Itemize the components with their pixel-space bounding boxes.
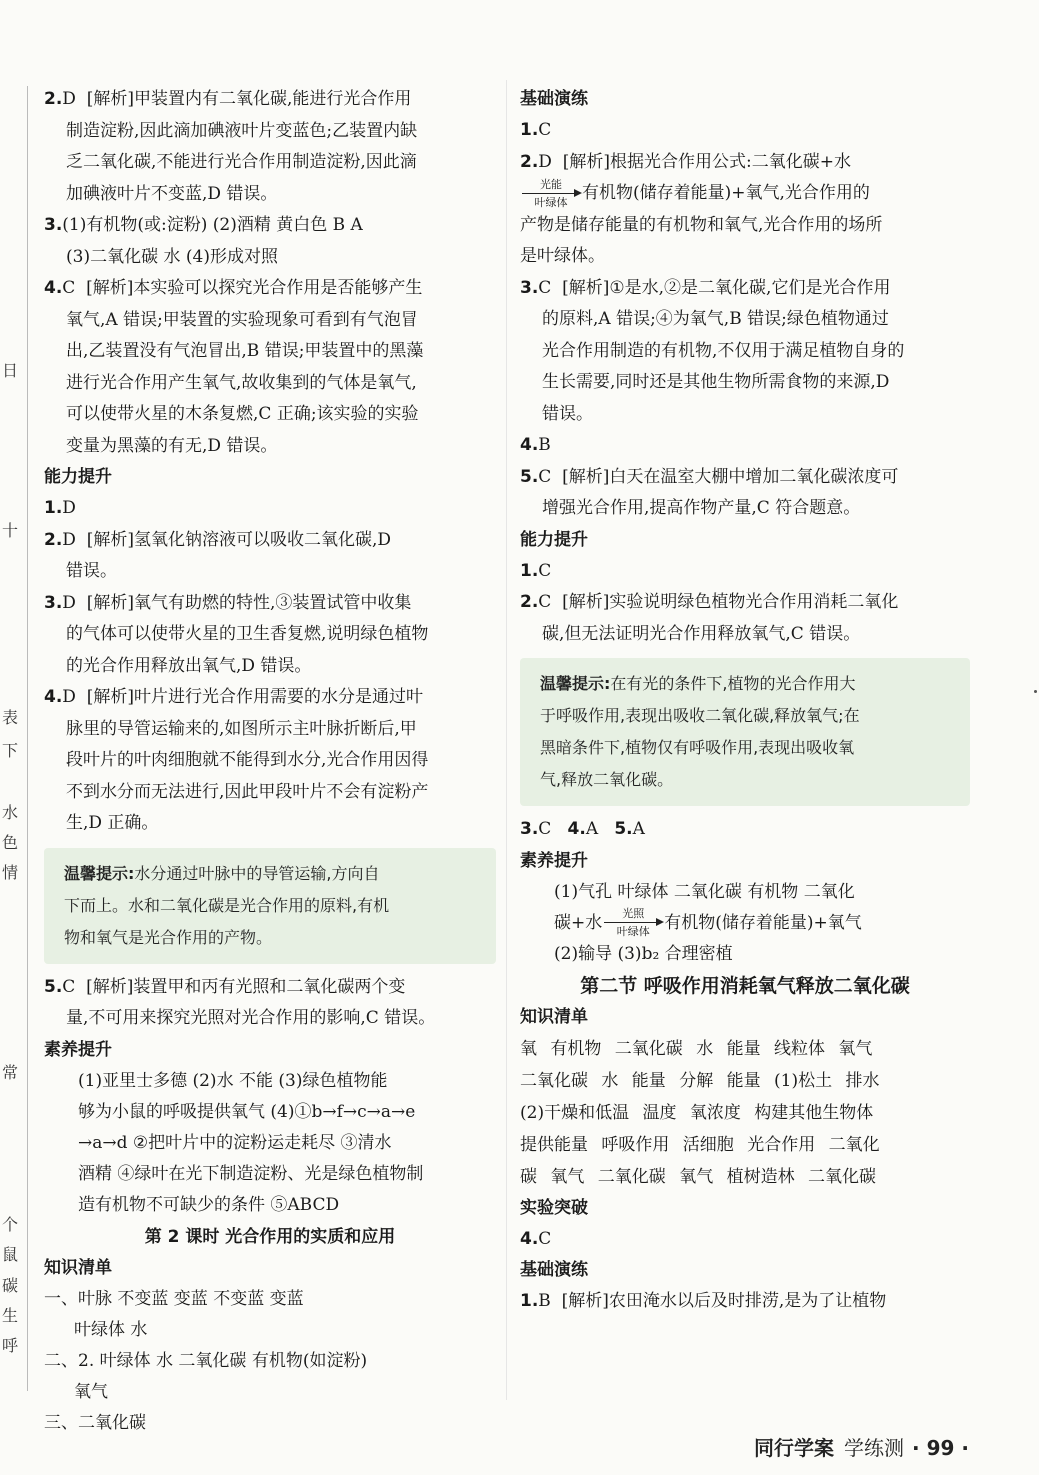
gutter-char: 表 (2, 708, 19, 727)
column-divider (506, 80, 507, 1400)
left-gutter-text (0, 60, 20, 1400)
answer-2: 2.D [解析]根据光合作用公式:二氧化碳+水 光能 叶绿体 有机物(储存着能量)+氧气,光合作用的 产物是储存能量的有机物和氧气,光合作用的场所 是叶绿体。 (520, 151, 883, 266)
answer-1: 1.C (520, 560, 552, 581)
page-footer (754, 1432, 969, 1461)
answer-3: 3.C [解析]①是水,②是二氧化碳,它们是光合作用 的原料,A 错误;④为氧气,B 错误;绿色植物通过 光合作用制造的有机物,不仅用于满足植物自身的 生长需要,同时还是其他生物所需食物的来源,D 错误。 (520, 277, 905, 424)
tip-box: 温馨提示:在有光的条件下,植物的光合作用大 于呼吸作用,表现出吸收二氧化碳,释放氧气;在 黑暗条件下,植物仅有呼吸作用,表现出吸收氧 气,释放二氧化碳。 (520, 658, 970, 806)
gutter-char: 日 (2, 361, 19, 380)
answer-5: 5.C [解析]装置甲和丙有光照和二氧化碳两个变 量,不可用来探究光照对光合作用的影响,C 错误。 (44, 976, 436, 1028)
section-heading: 能力提升 (44, 467, 112, 487)
gutter-char: 呼 (2, 1336, 19, 1355)
section-heading: 基础演练 (520, 1260, 588, 1280)
reaction-arrow: 光能 叶绿体 (520, 179, 582, 209)
section-heading: 知识清单 (44, 1257, 112, 1278)
gutter-char: 碳 (2, 1276, 19, 1295)
knowledge-list-3: 三、二氧化碳 (44, 1412, 146, 1433)
gutter-char: 个 (2, 1215, 19, 1234)
binding-rule (27, 86, 28, 1391)
knowledge-list-2: 二、2. 叶绿体 水 二氧化碳 有机物(如淀粉) 氧气 (44, 1350, 368, 1402)
lesson-title: 第 2 课时 光合作用的实质和应用 (144, 1226, 396, 1247)
answer-4: 4.C (520, 1228, 552, 1249)
answer-1: 1.C (520, 120, 552, 140)
section-heading: 基础演练 (520, 89, 588, 109)
answer-4: 4.B (520, 435, 551, 455)
section-heading: 能力提升 (520, 529, 588, 550)
answer-3: 3.D [解析]氧气有助燃的特性,③装置试管中收集 的气体可以使带火星的卫生香复燃,说明绿色植物 的光合作用释放出氧气,D 错误。 (44, 592, 429, 676)
literacy-answers: (1)亚里士多德 (2)水 不能 (3)绿色植物能 够为小鼠的呼吸提供氧气 (4)①b→f→c→a→e →a→d ②把叶片中的淀粉运走耗尽 ③清水 酒精 ④绿叶在光下制造淀粉、光是绿色植物制 造有机物不可缺少的条件 ⑤ABCD (78, 1070, 424, 1215)
section-heading: 知识清单 (520, 1006, 588, 1027)
answer-2: 2.C [解析]实验说明绿色植物光合作用消耗二氧化 碳,但无法证明光合作用释放氧气,C 错误。 (520, 592, 899, 644)
gutter-char: 生 (2, 1306, 19, 1325)
section-heading: 素养提升 (44, 1039, 112, 1060)
answers-3-5: 3.C 4.A 5.A (520, 819, 645, 839)
answer-4: 4.D [解析]叶片进行光合作用需要的水分是通过叶 脉里的导管运输来的,如图所示主叶脉折断后,甲 段叶片的叶肉细胞就不能得到水分,光合作用因得 不到水分而无法进行,因此甲段叶片不会有淀粉产 生,D 正确。 (44, 687, 429, 833)
section-title: 第二节 呼吸作用消耗氧气释放二氧化碳 (580, 974, 910, 997)
right-column (520, 84, 970, 1318)
brand-name: 同行学案 (754, 1436, 835, 1460)
tip-box: 温馨提示:水分通过叶脉中的导管运输,方向自 下而上。水和二氧化碳是光合作用的原料,有机 物和氧气是光合作用的产物。 (44, 848, 496, 964)
gutter-char: 常 (2, 1063, 19, 1082)
answer-2: 2.D [解析]甲装置内有二氧化碳,能进行光合作用 制造淀粉,因此滴加碘液叶片变蓝色;乙装置内缺 乏二氧化碳,不能进行光合作用制造淀粉,因此滴 加碘液叶片不变蓝,D 错误。 (44, 89, 418, 204)
section-heading: 实验突破 (520, 1197, 588, 1218)
answer-1: 1.B [解析]农田淹水以后及时排涝,是为了让植物 (520, 1291, 887, 1311)
gutter-char: 鼠 (2, 1245, 19, 1264)
answer-3: 3.(1)有机物(或:淀粉) (2)酒精 黄白色 B A (3)二氧化碳 水 (4)形成对照 (44, 215, 363, 267)
answer-1: 1.D (44, 498, 76, 518)
reaction-arrow: 光照 叶绿体 (602, 908, 664, 938)
answer-4: 4.C [解析]本实验可以探究光合作用是否能够产生 氧气,A 错误;甲装置的实验现象可看到有气泡冒 出,乙装置没有气泡冒出,B 错误;甲装置中的黑藻 进行光合作用产生氧气,故收集到的气体是氧气, 可以使带火星的木条复燃,C 正确;该实验的实验 变量为黑藻的有无,D 错误。 (44, 278, 424, 456)
section-heading: 素养提升 (520, 850, 588, 871)
left-column (44, 84, 496, 1439)
page-number: · 99 · (912, 1436, 969, 1460)
gutter-char: 下 (2, 741, 19, 760)
answer-5: 5.C [解析]白天在温室大棚中增加二氧化碳浓度可 增强光合作用,提高作物产量,C 符合题意。 (520, 466, 899, 518)
brand-subtitle: 学练测 (844, 1436, 905, 1460)
gutter-char: 十 (2, 521, 19, 540)
knowledge-list: 氧 有机物 二氧化碳 水 能量 线粒体 氧气 二氧化碳 水 能量 分解 能量 (1)松土 排水 (2)干燥和低温 温度 氧浓度 构建其他生物体 提供能量 呼吸作用 活细胞 光合作用 二氧化 碳 氧气 二氧化碳 氧气 植树造林 二氧化碳 (520, 1038, 880, 1187)
knowledge-list-1: 一、叶脉 不变蓝 变蓝 不变蓝 变蓝 叶绿体 水 (44, 1288, 304, 1340)
gutter-char: 情 (2, 863, 19, 882)
margin-mark (1034, 690, 1037, 693)
answer-2: 2.D [解析]氢氧化钠溶液可以吸收二氧化碳,D 错误。 (44, 529, 392, 581)
gutter-char: 色 (2, 833, 19, 852)
literacy-answers: (1)气孔 叶绿体 二氧化碳 有机物 二氧化 碳+水 光照 叶绿体 有机物(储存着能量)+氧气 (2)输导 (3)b₂ 合理密植 (554, 881, 862, 964)
gutter-char: 水 (2, 803, 19, 822)
